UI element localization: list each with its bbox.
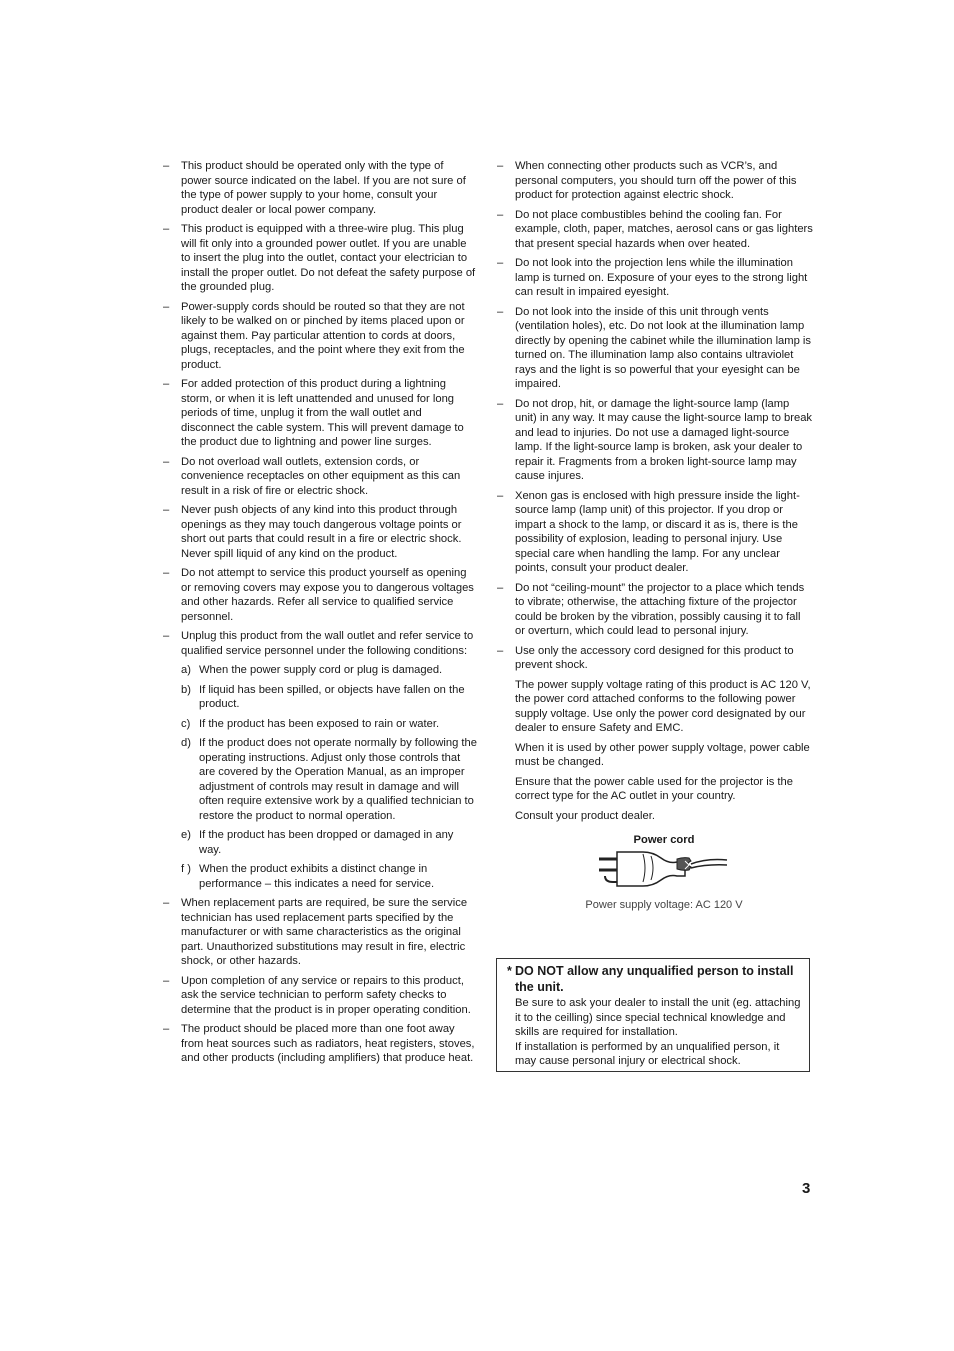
dash-bullet: – xyxy=(497,581,504,594)
sub-list-item xyxy=(163,663,477,678)
dash-bullet: – xyxy=(497,160,504,172)
item-text: Use only the accessory cord designed for this product to prevent shock. xyxy=(515,644,794,671)
sub-list-item xyxy=(163,717,477,732)
item-text: Xenon gas is enclosed with high pressure inside the light-source lamp (lamp unit) of this projector. If you drop or impart a shock to the lamp, or discard it as is, there is the possibility of explosion, leading to personal injury. Use special care when handling the lamp. For any unclear points, consult your product dealer. xyxy=(515,489,800,574)
dash-bullet: – xyxy=(163,455,170,468)
item-text: When the product exhibits a distinct change in performance – this indicates a need for service. xyxy=(199,863,435,890)
list-item xyxy=(163,300,477,373)
list-item xyxy=(497,305,813,392)
item-text: If liquid has been spilled, or objects have fallen on the product. xyxy=(199,683,465,710)
dash-bullet: – xyxy=(497,489,504,502)
dash-bullet: – xyxy=(163,1023,170,1035)
dash-bullet: – xyxy=(163,160,170,172)
dash-bullet: – xyxy=(497,305,504,318)
warning-line: If installation is performed by an unqualified person, it may cause personal injury or electrical shock. xyxy=(515,1040,780,1067)
item-marker: f ) xyxy=(181,863,191,875)
item-text: Upon completion of any service or repairs to this product, ask the service technician to perform safety checks to determine that the product is in proper operating condition. xyxy=(181,974,471,1016)
dash-bullet: – xyxy=(163,378,170,390)
paragraph: Ensure that the power cable used for the projector is the correct type for the AC outlet in your country. xyxy=(515,775,793,802)
figure-title: Power cord xyxy=(633,834,695,846)
item-text: Power-supply cords should be routed so that they are not likely to be walked on or pinched by items placed upon or against them. Pay particular attention to cords at doors, plugs, receptacles, and the point where they exit from the product. xyxy=(181,300,465,371)
item-text: This product is equipped with a three-wire plug. This plug will fit only into a grounded power outlet. If you are unable to insert the plug into the outlet, contact your electrician to install the proper outlet. Do not defeat the safety purpose of the grounded plug. xyxy=(181,223,476,293)
item-text: If the product has been dropped or damaged in any way. xyxy=(199,829,454,856)
list-item xyxy=(163,1022,477,1066)
page-number: 3 xyxy=(802,1180,811,1197)
warning-title-text: DO NOT allow any unqualified person to install the unit. xyxy=(515,964,794,994)
item-text: Never push objects of any kind into this product through openings as they may touch dangerous voltage points or short out parts that could result in a fire or electric shock. Never spill liquid of any kind on the product. xyxy=(181,504,462,560)
item-text: If the product has been exposed to rain or water. xyxy=(199,717,440,730)
right-column xyxy=(497,159,813,913)
item-text: If the product does not operate normally by following the operating instructions. Adjust only those controls that are covered by the Operation Manual, as an improper adjustment of controls may result in damage and will often require extensive work by a qualified technician to restore the product to normal operation. xyxy=(199,737,477,822)
dash-bullet: – xyxy=(163,630,170,642)
list-item xyxy=(163,159,477,217)
dash-bullet: – xyxy=(497,208,504,221)
item-text: Do not place combustibles behind the cooling fan. For example, cloth, paper, matches, aerosol cans or gas lighters that present special hazards when over heated. xyxy=(515,208,813,250)
sub-list-item xyxy=(163,828,477,857)
warning-body xyxy=(507,996,801,1069)
sub-list-item xyxy=(163,862,477,891)
dash-bullet: – xyxy=(163,974,170,987)
paragraph: Consult your product dealer. xyxy=(515,809,655,822)
right-column-items xyxy=(497,159,813,823)
item-text: When replacement parts are required, be sure the service technician has used replacement parts specified by the manufacturer or with same characteristics as the original part. Unauthorized substitutions may result in fire, electric shock, or other hazards. xyxy=(181,897,468,967)
item-text: Do not attempt to service this product yourself as opening or removing covers may expose you to dangerous voltages and other hazards. Refer all service to qualified service personnel. xyxy=(181,567,474,623)
dash-bullet: – xyxy=(497,397,504,410)
item-text: Do not look into the inside of this unit through vents (ventilation holes), etc. Do not look at the illumination lamp directly by opening the cabinet while the illumination lamp is turned on. The illumination lamp also contains ultraviolet rays and the light is so powerful that your eyesight can be impaired. xyxy=(515,305,812,390)
dash-bullet: – xyxy=(497,644,504,657)
warning-line: Be sure to ask your dealer to install the unit (eg. attaching it to the ceilling) since special technical knowledge and skills are required for installation. xyxy=(515,997,801,1038)
list-item xyxy=(163,455,477,499)
item-text: For added protection of this product during a lightning storm, or when it is left unattended and unused for long periods of time, unplug it from the wall outlet and disconnect the cable system. This will prevent damage to the product due to lightning and power line surges. xyxy=(181,378,464,448)
item-marker: d) xyxy=(181,737,191,749)
power-cord-figure xyxy=(497,833,813,913)
item-text: When connecting other products such as VCR’s, and personal computers, you should turn off the power of this product for protection against electric shock. xyxy=(515,160,797,201)
item-text: Do not “ceiling-mount” the projector to a place which tends to vibrate; otherwise, the attaching fixture of the projector could be broken by the vibration, possibly causing it to fall or overturn, which could lead to personal injury. xyxy=(515,581,805,637)
list-item xyxy=(497,489,813,576)
list-item xyxy=(163,974,477,1018)
installation-warning-box xyxy=(496,958,810,1072)
paragraph: When it is used by other power supply voltage, power cable must be changed. xyxy=(515,741,810,768)
item-marker: b) xyxy=(181,683,191,696)
warning-title xyxy=(507,963,801,995)
list-item xyxy=(163,503,477,561)
paragraph: The power supply voltage rating of this product is AC 120 V, the power cord attached conforms to the following power supply voltage. Use only the power cord designated by our dealer to ensure Safety and EMC. xyxy=(515,678,811,734)
power-cord-icon xyxy=(599,848,729,888)
list-item xyxy=(163,377,477,450)
dash-bullet: – xyxy=(163,223,170,235)
dash-bullet: – xyxy=(163,897,170,909)
item-marker: a) xyxy=(181,664,191,676)
sub-list-item xyxy=(163,736,477,823)
list-item xyxy=(497,397,813,484)
list-item xyxy=(497,256,813,300)
list-item xyxy=(163,566,477,624)
list-item xyxy=(163,896,477,969)
list-item xyxy=(163,222,477,295)
list-item xyxy=(497,159,813,203)
dash-bullet: – xyxy=(163,300,170,313)
item-text: When the power supply cord or plug is damaged. xyxy=(199,664,443,676)
figure-caption: Power supply voltage: AC 120 V xyxy=(585,899,743,911)
item-text: Do not overload wall outlets, extension cords, or convenience receptacles on other equipment as this can result in a risk of fire or electric shock. xyxy=(181,455,461,497)
item-marker: c) xyxy=(181,717,191,730)
list-item xyxy=(497,644,813,673)
dash-bullet: – xyxy=(163,504,170,516)
list-item xyxy=(497,208,813,252)
dash-bullet: – xyxy=(497,257,504,269)
left-column xyxy=(163,159,477,1071)
list-item xyxy=(497,581,813,639)
item-text: Do not look into the projection lens while the illumination lamp is turned on. Exposure of your eyes to the strong light can result in impaired eyesight. xyxy=(515,257,808,298)
dash-bullet: – xyxy=(163,567,170,579)
asterisk-icon: * xyxy=(507,964,512,978)
item-text: The product should be placed more than one foot away from heat sources such as radiators, heat registers, stoves, and other products (including amplifiers) that produce heat. xyxy=(181,1023,475,1064)
sub-list-item xyxy=(163,683,477,712)
item-text: This product should be operated only with the type of power source indicated on the label. If you are not sure of the type of power supply to your home, consult your product dealer or local power company. xyxy=(181,160,466,216)
list-item xyxy=(163,629,477,658)
item-marker: e) xyxy=(181,829,191,841)
item-text: Do not drop, hit, or damage the light-source lamp (lamp unit) in any way. It may cause the light-source lamp to break and lead to injuries. Do not use a damaged light-source lamp. If the light-source lamp is broken, ask your dealer to repair it. Fragments from a broken light-source lamp may cause injures. xyxy=(515,397,813,482)
item-text: Unplug this product from the wall outlet and refer service to qualified service personnel under the following conditions: xyxy=(181,630,474,657)
